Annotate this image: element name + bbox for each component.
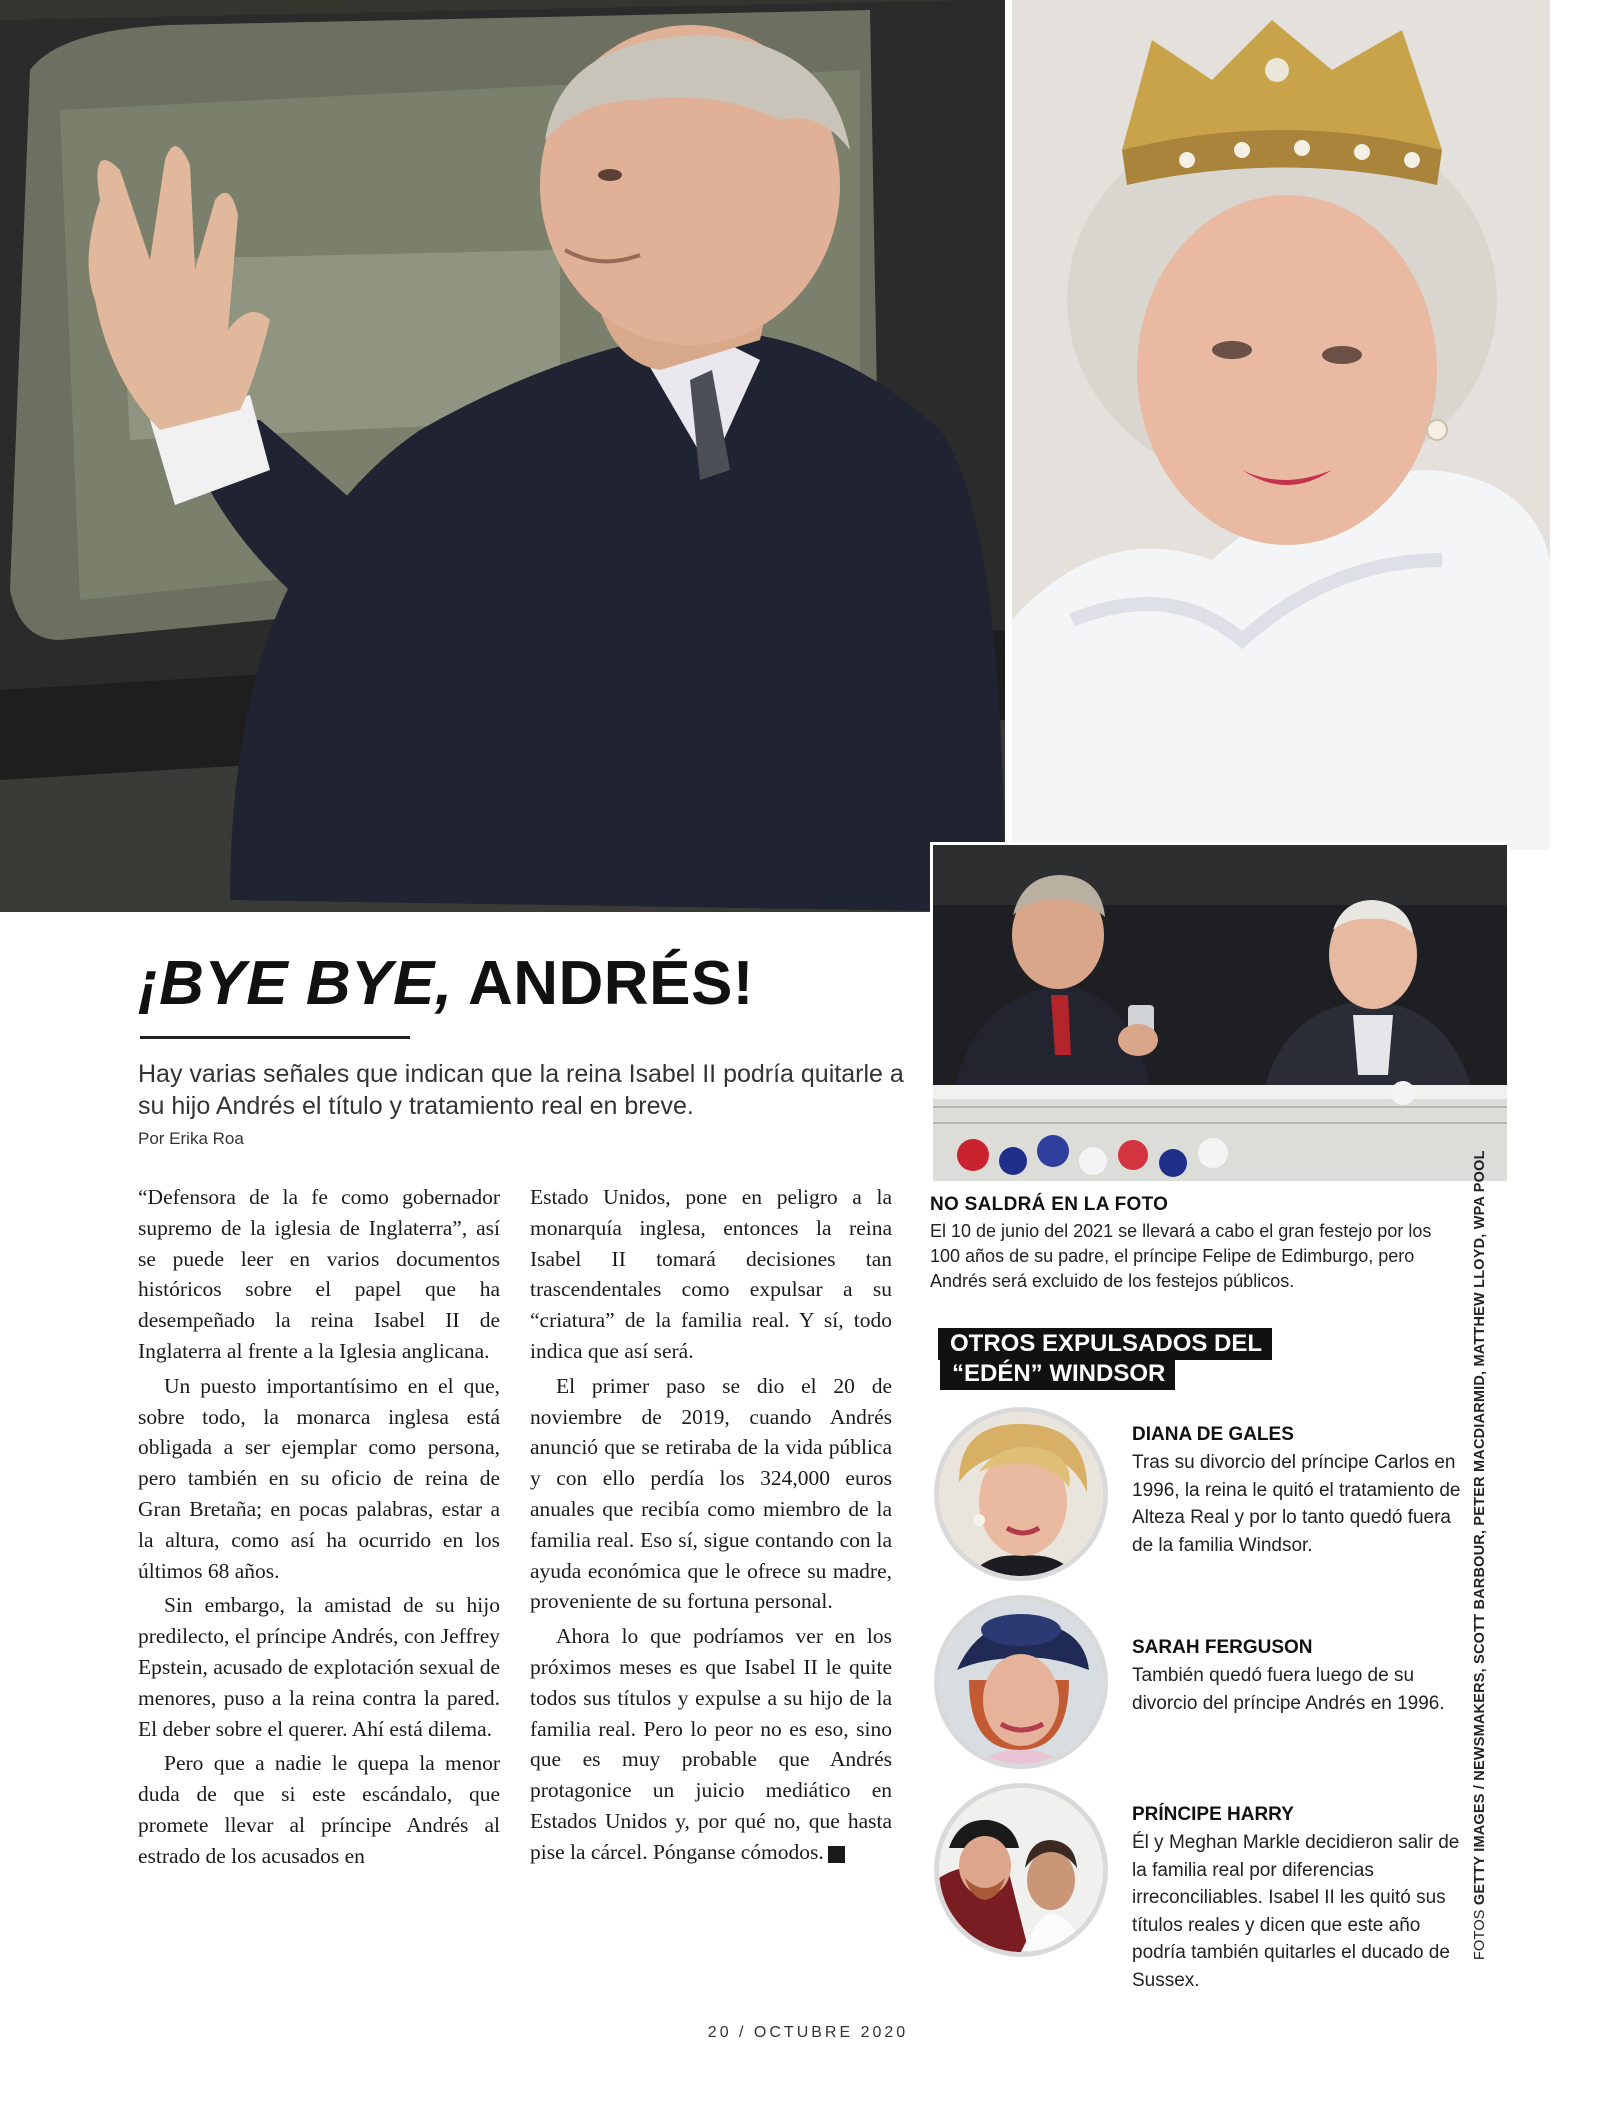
body-column-1: [138, 1182, 500, 1872]
article-deck: Hay varias señales que indican que la reina Isabel II podría quitarle a su hijo Andrés el título y tratamiento real en breve.: [138, 1060, 904, 1120]
photo-caption-text: El 10 de junio del 2021 se llevará a cabo el gran festejo por los 100 años de su padre, el príncipe Felipe de Edimburgo, pero Andrés será excluido de los festejos públicos.: [930, 1221, 1432, 1291]
body-paragraph-last: [530, 1621, 892, 1867]
photo-andrew-and-prince-philip-balcony: [930, 842, 1510, 1184]
headline-italic-part: ¡BYE BYE,: [138, 949, 453, 1018]
body-paragraph: “Defensora de la fe como gobernador supremo de la iglesia de Inglaterra”, así se puede leer en varios documentos históricos sobre el papel que ha desempeñado la reina Isabel II de Inglaterra al frente a la Iglesia anglicana.: [138, 1185, 500, 1363]
end-of-article-mark: Q: [828, 1846, 845, 1863]
article-byline: Por Erika Roa: [138, 1129, 244, 1148]
photo-prince-harry-and-meghan: [934, 1783, 1108, 1957]
sidebar-entry-text-diana: Tras su divorcio del príncipe Carlos en 1996, la reina le quitó el tratamiento de Alteza Real y por lo tanto quedó fuera de la familia Windsor.: [1132, 1452, 1461, 1556]
sidebar-entry-title-sarah: SARAH FERGUSON: [1132, 1637, 1313, 1658]
photo-credits-names: GETTY IMAGES / NEWSMAKERS, SCOTT BARBOUR, PETER MACDIARMID, MATTHEW LLOYD, WPA POOL: [1472, 1150, 1488, 1906]
sidebar-heading-line-1: OTROS EXPULSADOS DEL: [938, 1328, 1272, 1360]
body-paragraph: El primer paso se dio el 20 de noviembre de 2019, cuando Andrés anunció que se retiraba de la vida pública y con ello perdía los 324,000 euros anuales que recibía como miembro de la familia real. Eso sí, sigue contando con la ayuda económica que le ofrece su madre, proveniente de su fortuna personal.: [530, 1373, 892, 1614]
headline-regular-part: ANDRÉS!: [452, 949, 754, 1018]
sidebar-entry-text-harry: Él y Meghan Markle decidieron salir de la familia real por diferencias irreconciliables. Isabel II les quitó sus títulos reales y dicen que este año podría también quitarles el ducado de Sussex.: [1132, 1832, 1460, 1991]
article-headline: [138, 948, 754, 1019]
photo-diana-de-gales: [934, 1407, 1108, 1581]
photo-prince-andrew-waving: [0, 0, 1005, 912]
body-column-2: [530, 1182, 892, 1868]
photo-sarah-ferguson: [934, 1595, 1108, 1769]
body-paragraph-last-text: Ahora lo que podríamos ver en los próximos meses es que Isabel II le quite todos sus títulos y expulse a su hijo de la familia real. Pero lo peor no es eso, sino que es muy probable que Andrés protagonice un juicio mediático en Estados Unidos y, por qué no, que hasta pise la cárcel. Pónganse cómodos.: [530, 1624, 892, 1864]
page-footer: 20 / OCTUBRE 2020: [707, 2024, 909, 2041]
body-paragraph: Pero que a nadie le quepa la menor duda de que si este escándalo, que promete llevar al príncipe Andrés al estrado de los acusados en: [138, 1751, 500, 1868]
photo-queen-elizabeth-crown: [1012, 0, 1550, 850]
body-paragraph: Sin embargo, la amistad de su hijo predilecto, el príncipe Andrés, con Jeffrey Epstein, acusado de explotación sexual de menores, puso a la reina contra la pared. El deber sobre el querer. Ahí está dilema.: [138, 1593, 500, 1741]
headline-divider: [140, 1036, 410, 1039]
sidebar-entry-text-sarah: También quedó fuera luego de su divorcio del príncipe Andrés en 1996.: [1132, 1665, 1445, 1714]
photo-credits: [1468, 1150, 1494, 1960]
photo-credits-label: FOTOS: [1472, 1905, 1488, 1960]
photo-caption-title: NO SALDRÁ EN LA FOTO: [930, 1194, 1169, 1215]
sidebar-entry-title-diana: DIANA DE GALES: [1132, 1424, 1294, 1445]
body-paragraph: Estado Unidos, pone en peligro a la monarquía inglesa, entonces la reina Isabel II tomará decisiones tan trascendentales como expulsar a su “criatura” de la familia real. Y sí, todo indica que así será.: [530, 1185, 892, 1363]
body-paragraph: Un puesto importantísimo en el que, sobre todo, la monarca inglesa está obligada a ser ejemplar como persona, pero también en su oficio de reina de Gran Bretaña; en pocas palabras, estar a la altura, como así ha ocurrido en los últimos 68 años.: [138, 1373, 500, 1583]
sidebar-entry-title-harry: PRÍNCIPE HARRY: [1132, 1804, 1294, 1825]
sidebar-heading-line-2: “EDÉN” WINDSOR: [940, 1358, 1175, 1390]
